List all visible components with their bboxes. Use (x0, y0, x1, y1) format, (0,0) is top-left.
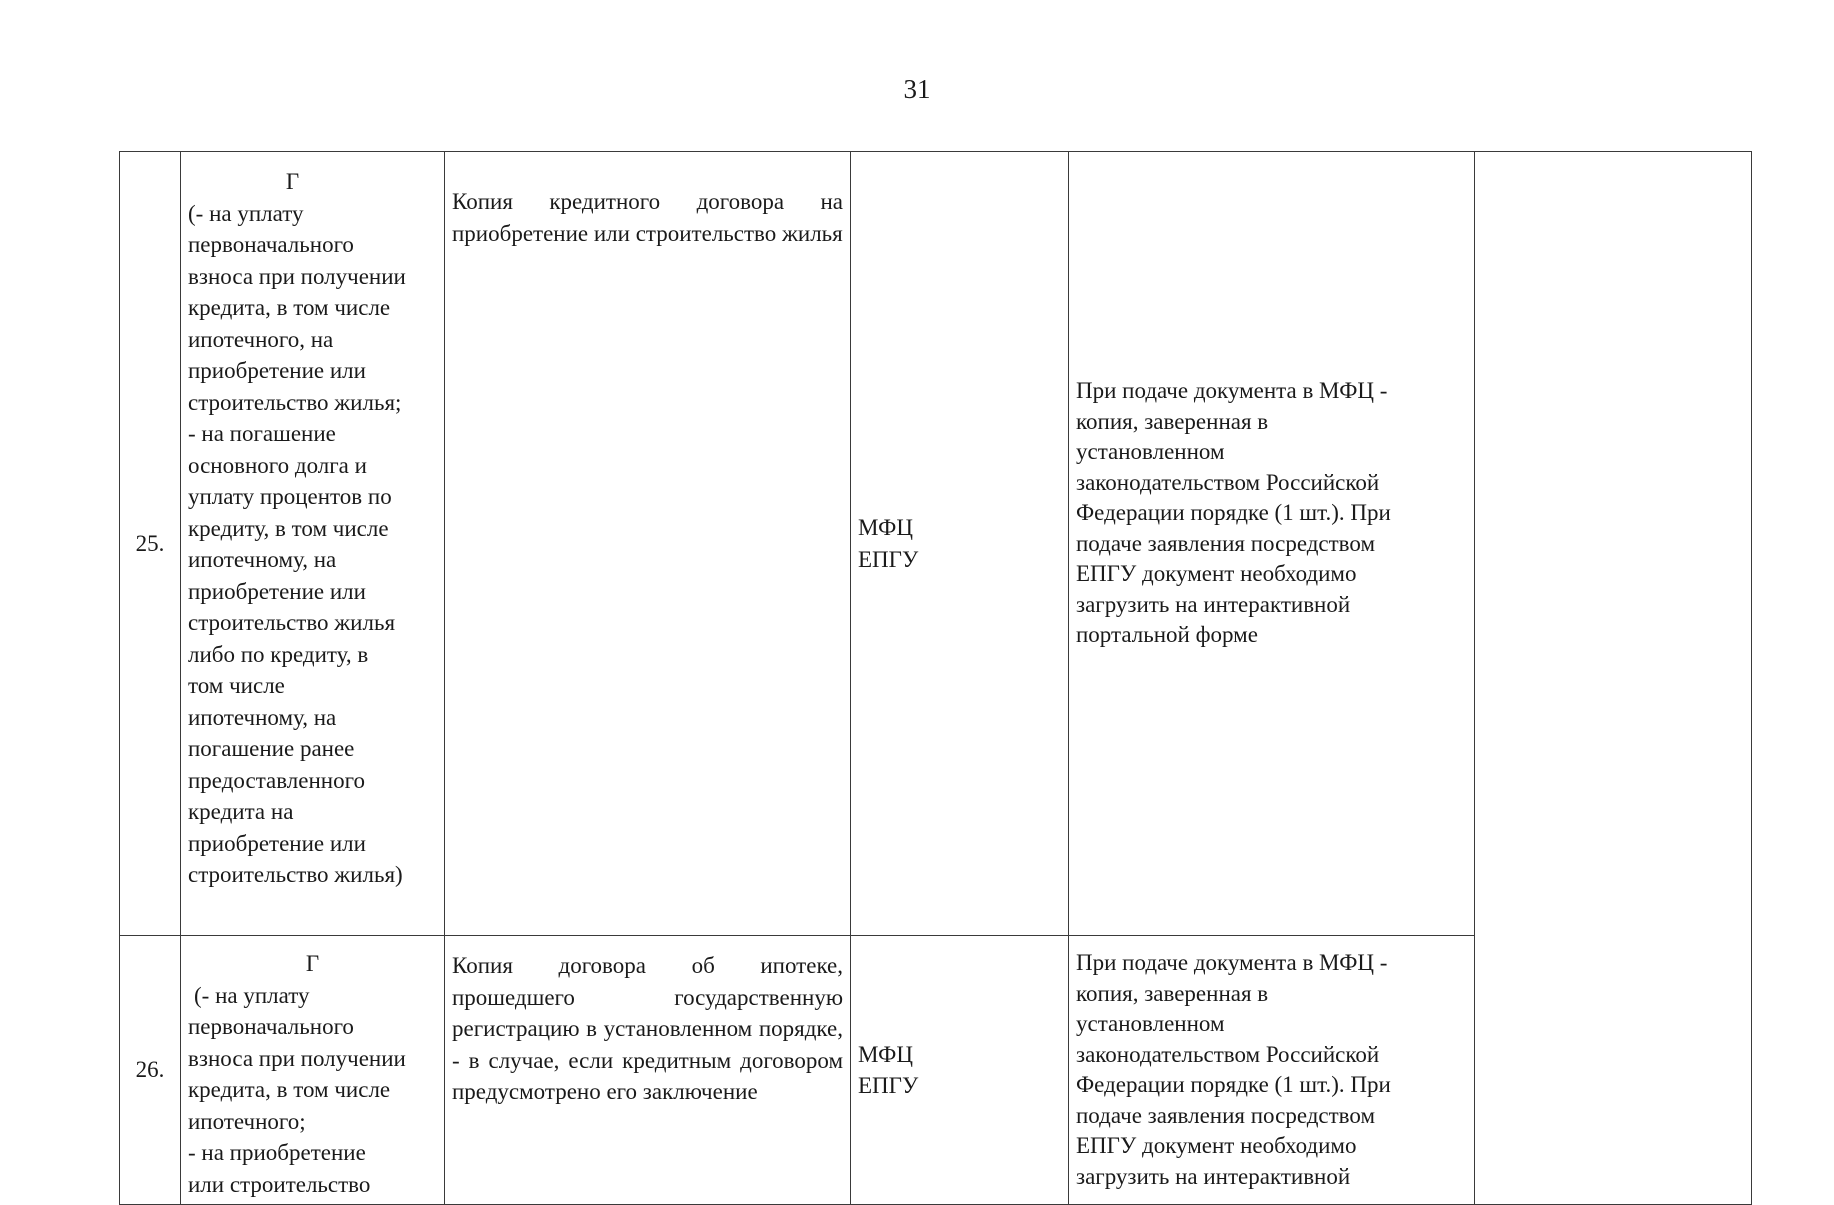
category-cell (181, 152, 445, 936)
category-line: предоставленного (188, 767, 365, 793)
category-line: - на приобретение (188, 1140, 366, 1165)
category-line: взноса при получении (188, 1045, 406, 1071)
category-text (188, 198, 437, 891)
row-number: 25. (135, 530, 165, 556)
category-line: кредита на (188, 799, 294, 824)
note-line: загрузить на интерактивной (1076, 1163, 1351, 1189)
row-number-cell (120, 152, 181, 936)
category-line: уплату процентов по (188, 484, 392, 509)
category-line: (- на уплату (194, 982, 310, 1008)
note-line: установленном (1076, 439, 1225, 465)
note-line: подаче заявления посредством (1076, 530, 1375, 556)
note-text (1069, 936, 1474, 1196)
category-line: строительство жилья) (188, 862, 403, 887)
source-cell (851, 936, 1069, 1205)
note-line: подаче заявления посредством (1076, 1102, 1375, 1128)
category-line: приобретение или (188, 830, 366, 856)
document-text: Копия договора об ипотеке, прошедшего государственную регистрацию в установленном порядке, - в случае, если кредитным договором предусмотрено его заключение (452, 953, 843, 1104)
source-epgu: ЕПГУ (858, 1073, 919, 1098)
empty-cell (1475, 152, 1752, 1205)
source-mfc: МФЦ (858, 1041, 913, 1067)
note-line: загрузить на интерактивной (1076, 591, 1351, 617)
category-line: ипотечного, на (188, 326, 334, 352)
row-number-cell (120, 936, 181, 1205)
category-cell (181, 936, 445, 1205)
category-line: - на погашение (188, 421, 336, 446)
category-line: кредита, в том числе (188, 295, 391, 320)
document-cell (445, 152, 851, 936)
category-line: ипотечному, на (188, 704, 337, 730)
note-text (1069, 372, 1474, 655)
category-line: приобретение или (188, 358, 366, 383)
document-cell (445, 936, 851, 1205)
page-number: 31 (903, 74, 931, 104)
note-line: Федерации порядке (1 шт.). При (1076, 500, 1391, 526)
category-line: первоначального (188, 232, 354, 257)
category-letter: Г (285, 169, 300, 194)
category-line: приобретение или (188, 578, 366, 604)
note-cell (1069, 152, 1475, 936)
note-line: законодательством Российской (1076, 469, 1380, 495)
category-line: погашение ранее (188, 736, 355, 761)
category-line: или строительство (188, 1171, 371, 1197)
category-line: кредита, в том числе (188, 1077, 391, 1102)
note-line: При подаче документа в МФЦ - (1076, 378, 1388, 404)
note-cell (1069, 936, 1475, 1205)
category-line: том числе (188, 673, 285, 698)
category-line: ипотечного; (188, 1108, 306, 1134)
document-text: Копия кредитного договора на приобретение или строительство жилья (452, 189, 843, 246)
source-epgu: ЕПГУ (858, 546, 919, 572)
table-row (120, 152, 1752, 936)
documents-table (119, 151, 1752, 1205)
note-line: установленном (1076, 1011, 1225, 1036)
note-line: ЕПГУ документ необходимо (1076, 561, 1357, 587)
category-line: взноса при получении (188, 263, 406, 289)
note-line: копия, заверенная в (1076, 980, 1269, 1006)
note-line: ЕПГУ документ необходимо (1076, 1133, 1357, 1158)
note-line: законодательством Российской (1076, 1041, 1380, 1067)
source-cell (851, 152, 1069, 936)
category-line: строительство жилья (188, 610, 396, 635)
note-line: Федерации порядке (1 шт.). При (1076, 1072, 1391, 1097)
category-line: ипотечному, на (188, 547, 337, 572)
source-mfc: МФЦ (858, 515, 913, 540)
row-number: 26. (135, 1057, 165, 1083)
category-text (188, 980, 437, 1201)
category-line: кредиту, в том числе (188, 515, 389, 541)
note-line: При подаче документа в МФЦ - (1076, 950, 1388, 975)
category-line: строительство жилья; (188, 389, 402, 415)
category-line: либо по кредиту, в (188, 641, 369, 667)
category-letter: Г (305, 951, 320, 976)
note-line: копия, заверенная в (1076, 408, 1269, 434)
category-line: основного долга и (188, 452, 367, 478)
category-line: первоначального (188, 1014, 354, 1039)
note-line: портальной форме (1076, 622, 1258, 648)
category-line: (- на уплату (188, 200, 304, 226)
